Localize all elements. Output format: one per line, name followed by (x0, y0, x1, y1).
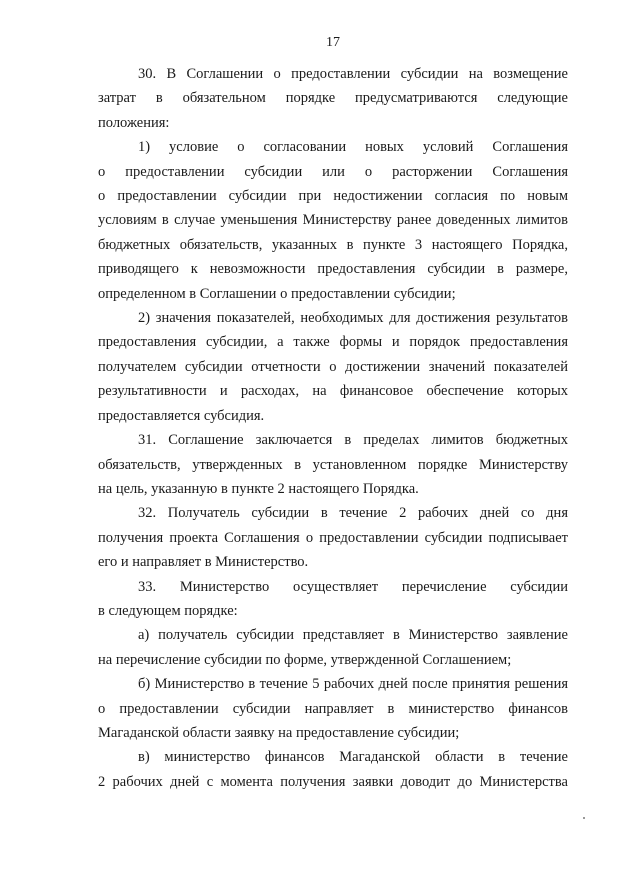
text-line: обязательств, утвержденных в установленном порядке Министерству (98, 456, 568, 473)
text-line: 31. Соглашение заключается в пределах лимитов бюджетных (138, 432, 568, 449)
scan-speck (583, 817, 585, 819)
page-number: 17 (326, 35, 340, 50)
paragraph (98, 745, 568, 794)
text-line: о предоставлении субсидии или о расторжении Соглашения (98, 163, 568, 180)
text-line: Магаданской области заявку на предоставление субсидии; (98, 724, 460, 741)
document-page (98, 34, 568, 794)
paragraph (98, 623, 568, 672)
text-line: 32. Получатель субсидии в течение 2 рабочих дней со дня (138, 505, 568, 522)
text-line: на перечисление субсидии по форме, утвержденной Соглашением; (98, 651, 512, 668)
text-line: получения проекта Соглашения о предоставлении субсидии подписывает (98, 529, 568, 546)
paragraph (98, 306, 568, 428)
paragraph (98, 62, 568, 135)
text-line: результативности и расходах, на финансовое обеспечение которых (98, 383, 568, 400)
text-line: а) получатель субсидии представляет в Министерство заявление (138, 627, 568, 644)
paragraph (98, 501, 568, 574)
text-line: бюджетных обязательств, указанных в пункте 3 настоящего Порядка, (98, 236, 568, 253)
text-line: 2) значения показателей, необходимых для достижения результатов (138, 310, 568, 327)
paragraph (98, 428, 568, 501)
text-line: предоставляется субсидия. (98, 407, 265, 424)
paragraph (98, 672, 568, 745)
text-line: 2 рабочих дней с момента получения заявки доводит до Министерства (98, 773, 568, 790)
text-line: 1) условие о согласовании новых условий Соглашения (138, 139, 568, 156)
text-line: о предоставлении субсидии при недостижении согласия по новым (98, 188, 568, 205)
text-line: б) Министерство в течение 5 рабочих дней после принятия решения (138, 676, 568, 693)
text-line: на цель, указанную в пункте 2 настоящего Порядка. (98, 480, 419, 497)
text-line: положения: (98, 114, 170, 131)
text-line: предоставления субсидии, а также формы и порядок предоставления (98, 334, 568, 351)
document-body (98, 62, 568, 794)
text-line: затрат в обязательном порядке предусматриваются следующие (98, 90, 568, 107)
text-line: условиям в случае уменьшения Министерству ранее доведенных лимитов (98, 212, 568, 229)
text-line: его и направляет в Министерство. (98, 554, 309, 571)
text-line: 30. В Соглашении о предоставлении субсидии на возмещение (138, 66, 568, 82)
text-line: о предоставлении субсидии направляет в министерство финансов (98, 700, 568, 717)
paragraph (98, 135, 568, 306)
text-line: 33. Министерство осуществляет перечисление субсидии (138, 578, 568, 595)
text-line: приводящего к невозможности предоставления субсидии в размере, (98, 261, 568, 278)
text-line: в) министерство финансов Магаданской области в течение (138, 749, 568, 766)
text-line: в следующем порядке: (98, 602, 238, 619)
paragraph (98, 575, 568, 624)
text-line: определенном в Соглашении о предоставлении субсидии; (98, 285, 456, 302)
text-line: получателем субсидии отчетности о достижении значений показателей (98, 358, 568, 375)
